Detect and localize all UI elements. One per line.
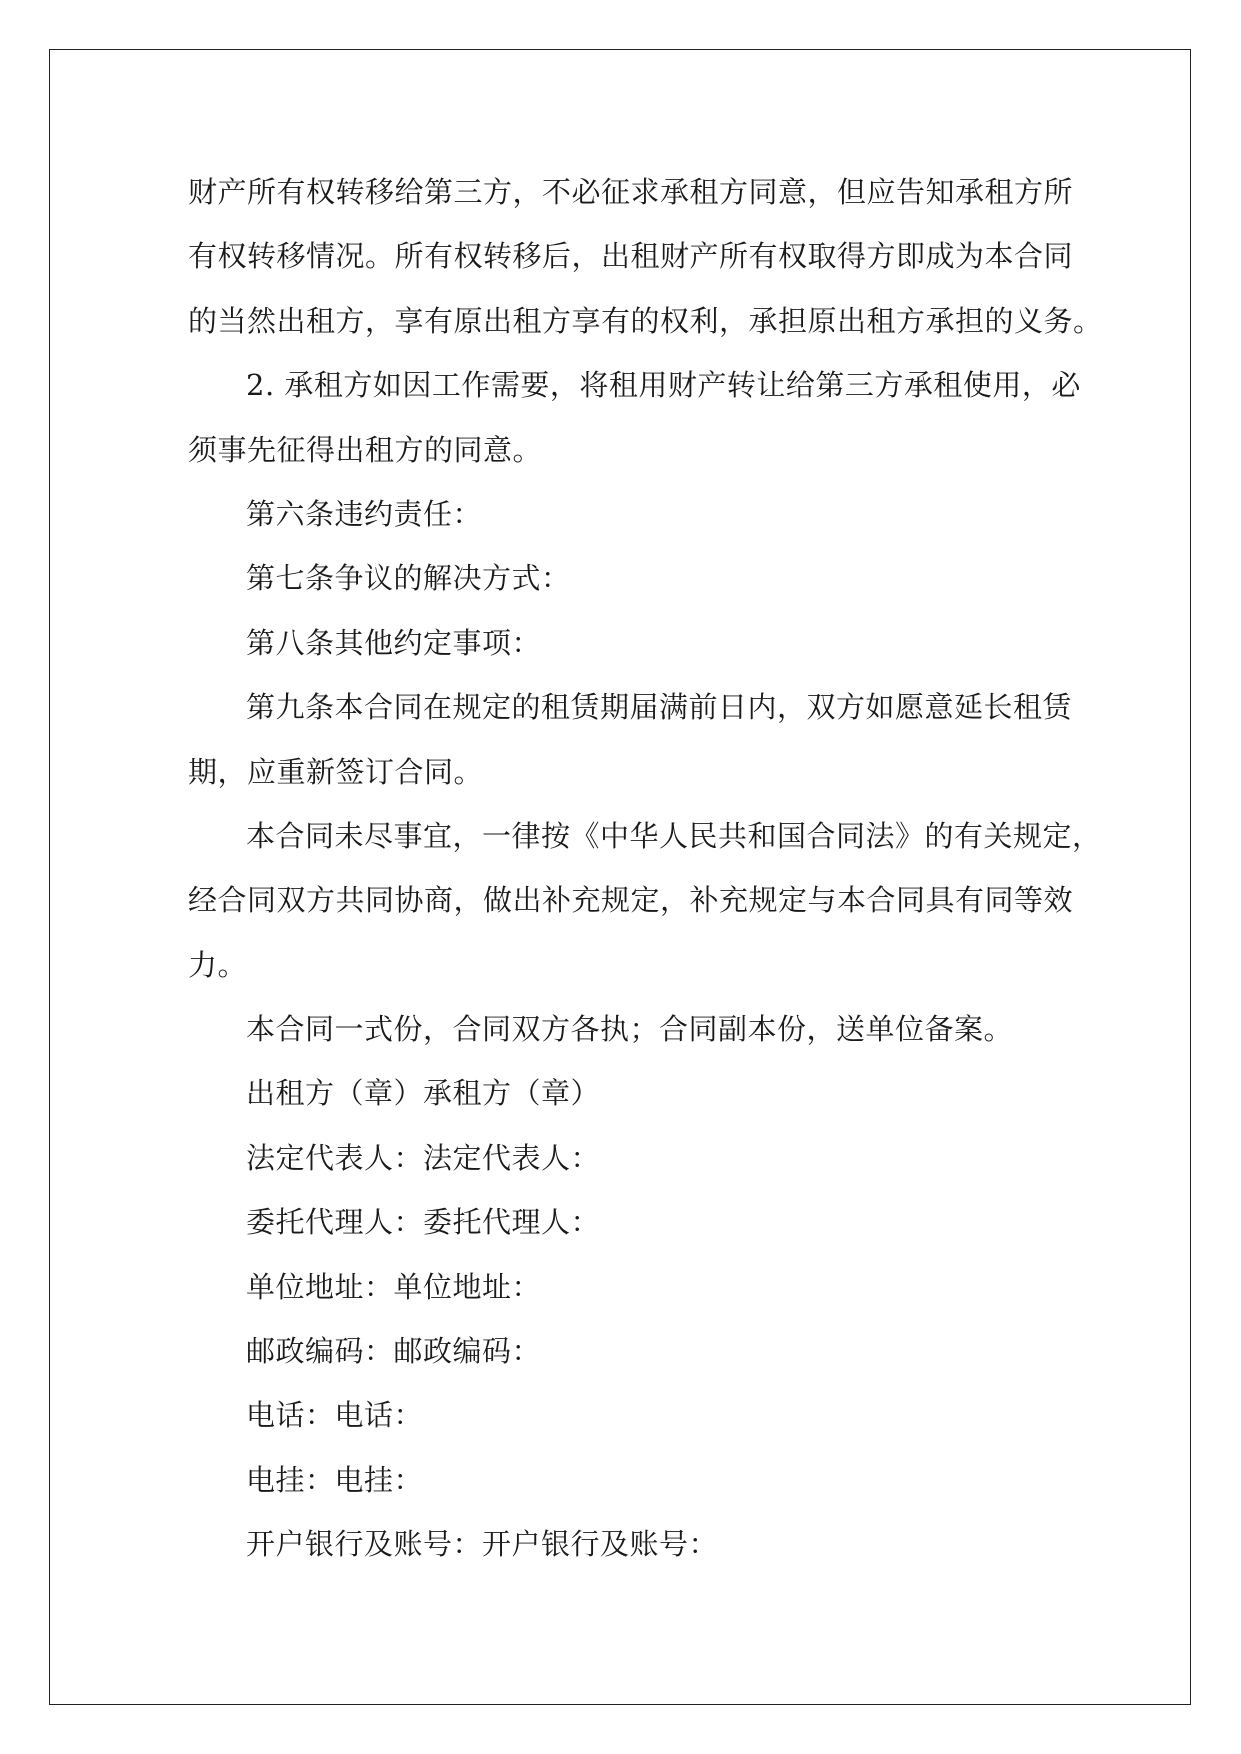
text-line: 有权转移情况。所有权转移后，出租财产所有权取得方即成为本合同: [188, 239, 1074, 274]
article-6-heading: 第六条违约责任：: [246, 496, 483, 531]
copies-paragraph: 本合同一式份，合同双方各执；合同副本份，送单位备案。: [246, 1012, 1014, 1047]
article-7-heading: 第七条争议的解决方式：: [246, 561, 571, 596]
article-9-line: 第九条本合同在规定的租赁期届满前日内，双方如愿意延长租赁: [246, 690, 1073, 725]
supplement-paragraph-line: 本合同未尽事宜，一律按《中华人民共和国合同法》的有关规定，: [246, 818, 1102, 853]
agent-line: 委托代理人：委托代理人：: [246, 1205, 601, 1240]
document-body: [188, 160, 1103, 1577]
address-line: 单位地址：单位地址：: [246, 1269, 542, 1304]
text-line: 经合同双方共同协商，做出补充规定，补充规定与本合同具有同等效: [188, 883, 1074, 918]
legal-representative-line: 法定代表人：法定代表人：: [246, 1140, 601, 1175]
text-line: 须事先征得出租方的同意。: [188, 432, 543, 467]
phone-line: 电话：电话：: [246, 1398, 424, 1433]
telegraph-line: 电挂：电挂：: [246, 1462, 424, 1497]
article-8-heading: 第八条其他约定事项：: [246, 625, 542, 660]
text-line: 力。: [188, 947, 248, 982]
text-line: 的当然出租方，享有原出租方享有的权利，承担原出租方承担的义务。: [188, 303, 1103, 338]
text-line: 期，应重新签订合同。: [188, 754, 484, 789]
postal-code-line: 邮政编码：邮政编码：: [246, 1334, 542, 1369]
clause-2-line: 2. 承租方如因工作需要，将租用财产转让给第三方承租使用，必: [246, 368, 1081, 403]
text-line: 财产所有权转移给第三方，不必征求承租方同意，但应告知承租方所: [188, 175, 1074, 209]
signature-seal-line: 出租方（章）承租方（章）: [246, 1076, 601, 1111]
bank-account-line: 开户银行及账号：开户银行及账号：: [246, 1527, 719, 1562]
